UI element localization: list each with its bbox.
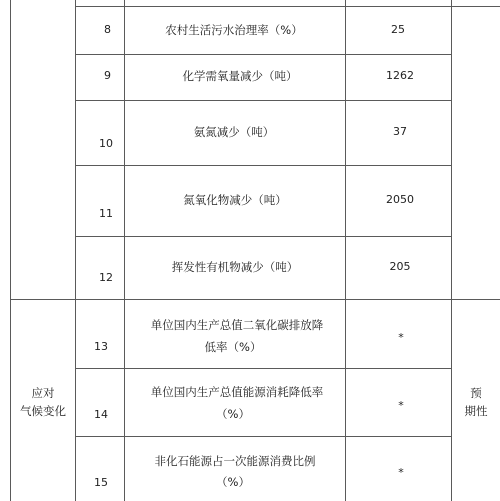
indicator-value: 1262: [386, 69, 414, 82]
indicator-name: 化学需氧量减少（吨）: [182, 69, 298, 83]
category-label-line2: 气候变化: [20, 404, 66, 418]
attribute-label-line2: 期性: [464, 404, 488, 418]
indicator-value: *: [398, 399, 404, 412]
column-border: [345, 0, 346, 501]
row-border: [75, 236, 451, 237]
indicator-value: 205: [389, 260, 411, 273]
row-border: [10, 299, 500, 300]
indicator-name-line1: 单位国内生产总值二氧化碳排放降: [150, 318, 324, 332]
row-number: 15: [94, 476, 108, 489]
indicator-value: 37: [393, 125, 407, 138]
indicator-value: *: [398, 466, 404, 479]
column-border: [75, 0, 76, 501]
row-border: [75, 436, 451, 437]
row-border: [75, 165, 451, 166]
indicator-name: 农村生活污水治理率（%）: [165, 23, 303, 37]
column-border: [124, 0, 125, 501]
row-border: [75, 6, 500, 7]
row-number: 11: [99, 207, 113, 220]
indicator-name-line2: （%）: [216, 407, 250, 421]
row-number: 12: [99, 271, 113, 284]
row-number: 10: [99, 137, 113, 150]
indicator-value: *: [398, 331, 404, 344]
row-number: 8: [104, 23, 111, 36]
indicator-name: 挥发性有机物减少（吨）: [171, 260, 299, 274]
column-border: [10, 0, 11, 501]
row-border: [75, 54, 451, 55]
column-border: [451, 0, 452, 501]
indicator-name-line2: 低率（%）: [204, 340, 262, 354]
indicator-name-line2: （%）: [216, 475, 250, 489]
row-number: 13: [94, 340, 108, 353]
indicator-name-line1: 非化石能源占一次能源消费比例: [154, 454, 316, 468]
row-border: [75, 368, 451, 369]
indicator-value: 2050: [386, 193, 414, 206]
category-label-line1: 应对: [31, 386, 55, 400]
indicator-name: 氨氮减少（吨）: [193, 125, 275, 139]
indicator-value: 25: [391, 23, 405, 36]
row-border: [75, 100, 451, 101]
row-number: 14: [94, 408, 108, 421]
attribute-label-line1: 预: [470, 386, 482, 400]
indicator-name: 氮氧化物减少（吨）: [183, 193, 287, 207]
indicator-name-line1: 单位国内生产总值能源消耗降低率: [150, 385, 324, 399]
row-number: 9: [104, 69, 111, 82]
